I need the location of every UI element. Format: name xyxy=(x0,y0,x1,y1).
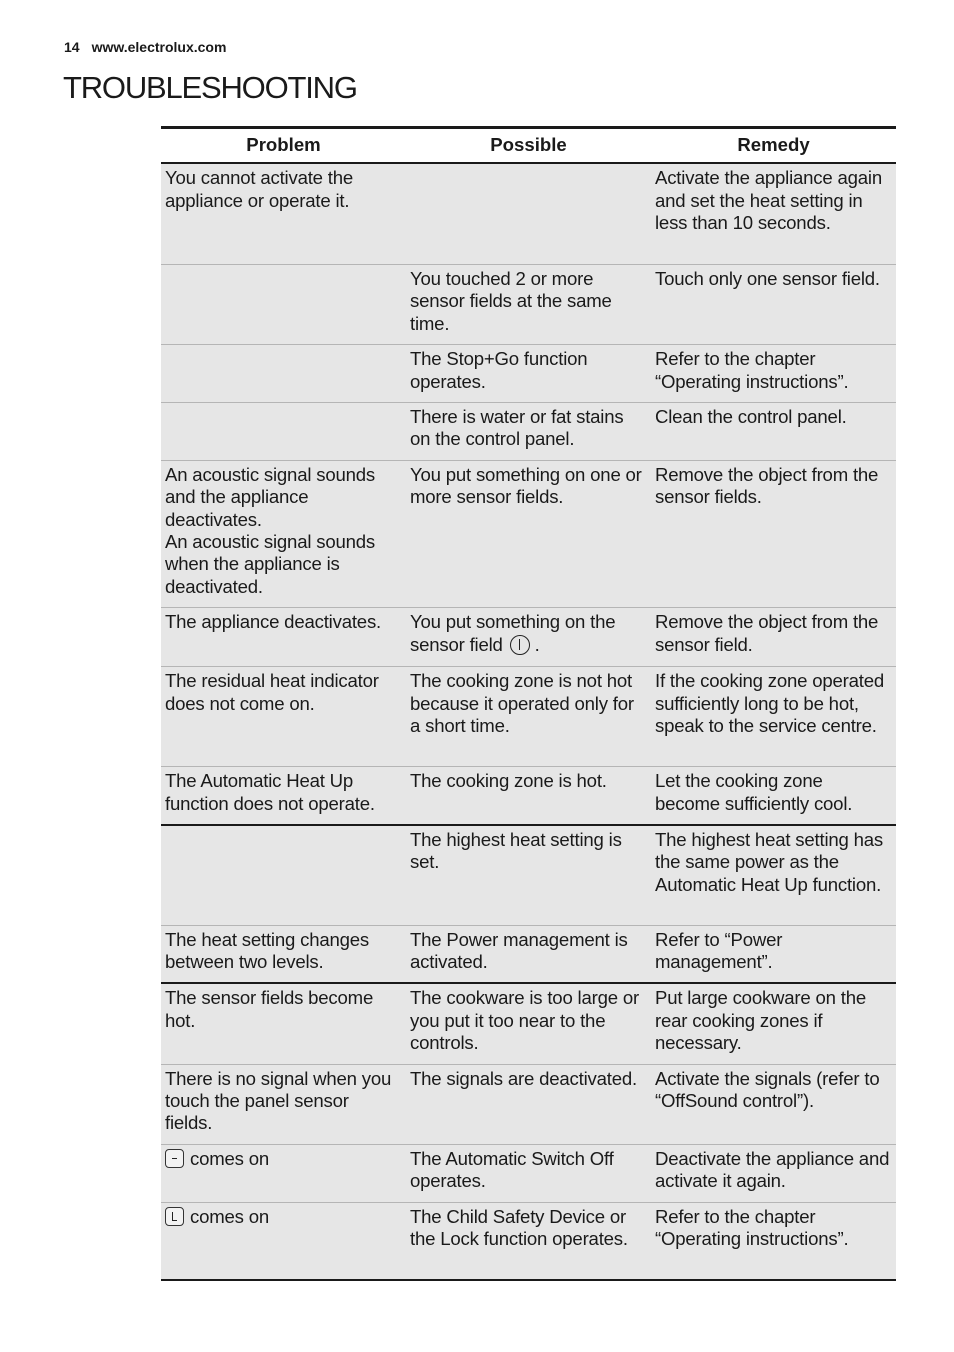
remedy-cell: Let the cooking zone become sufficiently cool. xyxy=(651,767,896,825)
remedy-cell: Remove the object from the sensor field. xyxy=(651,608,896,667)
possible-text: You put something on the sensor field xyxy=(410,611,616,655)
possible-cell: You put something on one or more sensor fields. xyxy=(406,460,651,607)
problem-cell xyxy=(161,1202,406,1280)
table-row xyxy=(161,460,896,607)
column-header-possible: Possible xyxy=(406,128,651,164)
problem-cell xyxy=(161,1144,406,1202)
possible-cell xyxy=(406,608,651,667)
display-lock-icon xyxy=(165,1207,184,1226)
column-header-problem: Problem xyxy=(161,128,406,164)
problem-cell: The Automatic Heat Up function does not operate. xyxy=(161,767,406,825)
problem-cell: The sensor fields become hot. xyxy=(161,983,406,1064)
table-row xyxy=(161,767,896,825)
possible-cell: The highest heat setting is set. xyxy=(406,825,651,925)
possible-cell: The Power management is activated. xyxy=(406,925,651,983)
remedy-cell: Activate the signals (refer to “OffSound control”). xyxy=(651,1064,896,1144)
possible-cell: The Child Safety Device or the Lock function operates. xyxy=(406,1202,651,1280)
problem-cell xyxy=(161,825,406,925)
possible-cell: The signals are deactivated. xyxy=(406,1064,651,1144)
column-header-remedy: Remedy xyxy=(651,128,896,164)
problem-cell: The residual heat indicator does not come on. xyxy=(161,667,406,767)
page-number: 14 xyxy=(64,39,80,55)
table-row xyxy=(161,1144,896,1202)
problem-cell: The appliance deactivates. xyxy=(161,608,406,667)
problem-cell: You cannot activate the appliance or operate it. xyxy=(161,163,406,264)
table-row xyxy=(161,1202,896,1280)
problem-cell xyxy=(161,345,406,403)
possible-cell: You touched 2 or more sensor fields at the same time. xyxy=(406,264,651,344)
problem-cell xyxy=(161,402,406,460)
table-header-row xyxy=(161,128,896,164)
remedy-cell: Deactivate the appliance and activate it again. xyxy=(651,1144,896,1202)
remedy-cell: The highest heat setting has the same power as the Automatic Heat Up function. xyxy=(651,825,896,925)
website-url: www.electrolux.com xyxy=(91,39,227,55)
possible-cell xyxy=(406,163,651,264)
power-icon xyxy=(510,635,530,655)
possible-cell: The cooking zone is hot. xyxy=(406,767,651,825)
problem-text: comes on xyxy=(190,1205,270,1227)
table-row xyxy=(161,402,896,460)
table-row xyxy=(161,925,896,983)
possible-cell: The cooking zone is not hot because it operated only for a short time. xyxy=(406,667,651,767)
table-row xyxy=(161,667,896,767)
problem-text-1: An acoustic signal sounds and the appliance deactivates. xyxy=(165,463,375,530)
possible-text-suffix: . xyxy=(534,633,540,655)
table-row xyxy=(161,163,896,264)
possible-cell: The cookware is too large or you put it too near to the controls. xyxy=(406,983,651,1064)
problem-cell xyxy=(161,264,406,344)
remedy-cell: Clean the control panel. xyxy=(651,402,896,460)
troubleshooting-table xyxy=(161,126,896,1281)
remedy-cell: Refer to “Power management”. xyxy=(651,925,896,983)
possible-cell: The Stop+Go function operates. xyxy=(406,345,651,403)
table-row xyxy=(161,1064,896,1144)
table-row xyxy=(161,264,896,344)
remedy-cell: Put large cookware on the rear cooking zones if necessary. xyxy=(651,983,896,1064)
remedy-cell: Refer to the chapter “Operating instructions”. xyxy=(651,345,896,403)
problem-cell: The heat setting changes between two levels. xyxy=(161,925,406,983)
remedy-cell: Touch only one sensor field. xyxy=(651,264,896,344)
possible-cell: The Automatic Switch Off operates. xyxy=(406,1144,651,1202)
remedy-cell: Refer to the chapter “Operating instructions”. xyxy=(651,1202,896,1280)
table-row xyxy=(161,345,896,403)
possible-cell: There is water or fat stains on the control panel. xyxy=(406,402,651,460)
table-row xyxy=(161,825,896,925)
remedy-cell: Activate the appliance again and set the heat setting in less than 10 seconds. xyxy=(651,163,896,264)
table-row xyxy=(161,608,896,667)
problem-cell xyxy=(161,460,406,607)
problem-text: comes on xyxy=(190,1147,270,1169)
table-row xyxy=(161,983,896,1064)
display-dash-icon xyxy=(165,1149,184,1168)
page-header xyxy=(64,39,226,55)
problem-cell: There is no signal when you touch the panel sensor fields. xyxy=(161,1064,406,1144)
remedy-cell: Remove the object from the sensor fields. xyxy=(651,460,896,607)
problem-text-2: An acoustic signal sounds when the appliance is deactivated. xyxy=(165,530,375,597)
page-title: TROUBLESHOOTING xyxy=(63,70,357,105)
remedy-cell: If the cooking zone operated sufficiently long to be hot, speak to the service centre. xyxy=(651,667,896,767)
